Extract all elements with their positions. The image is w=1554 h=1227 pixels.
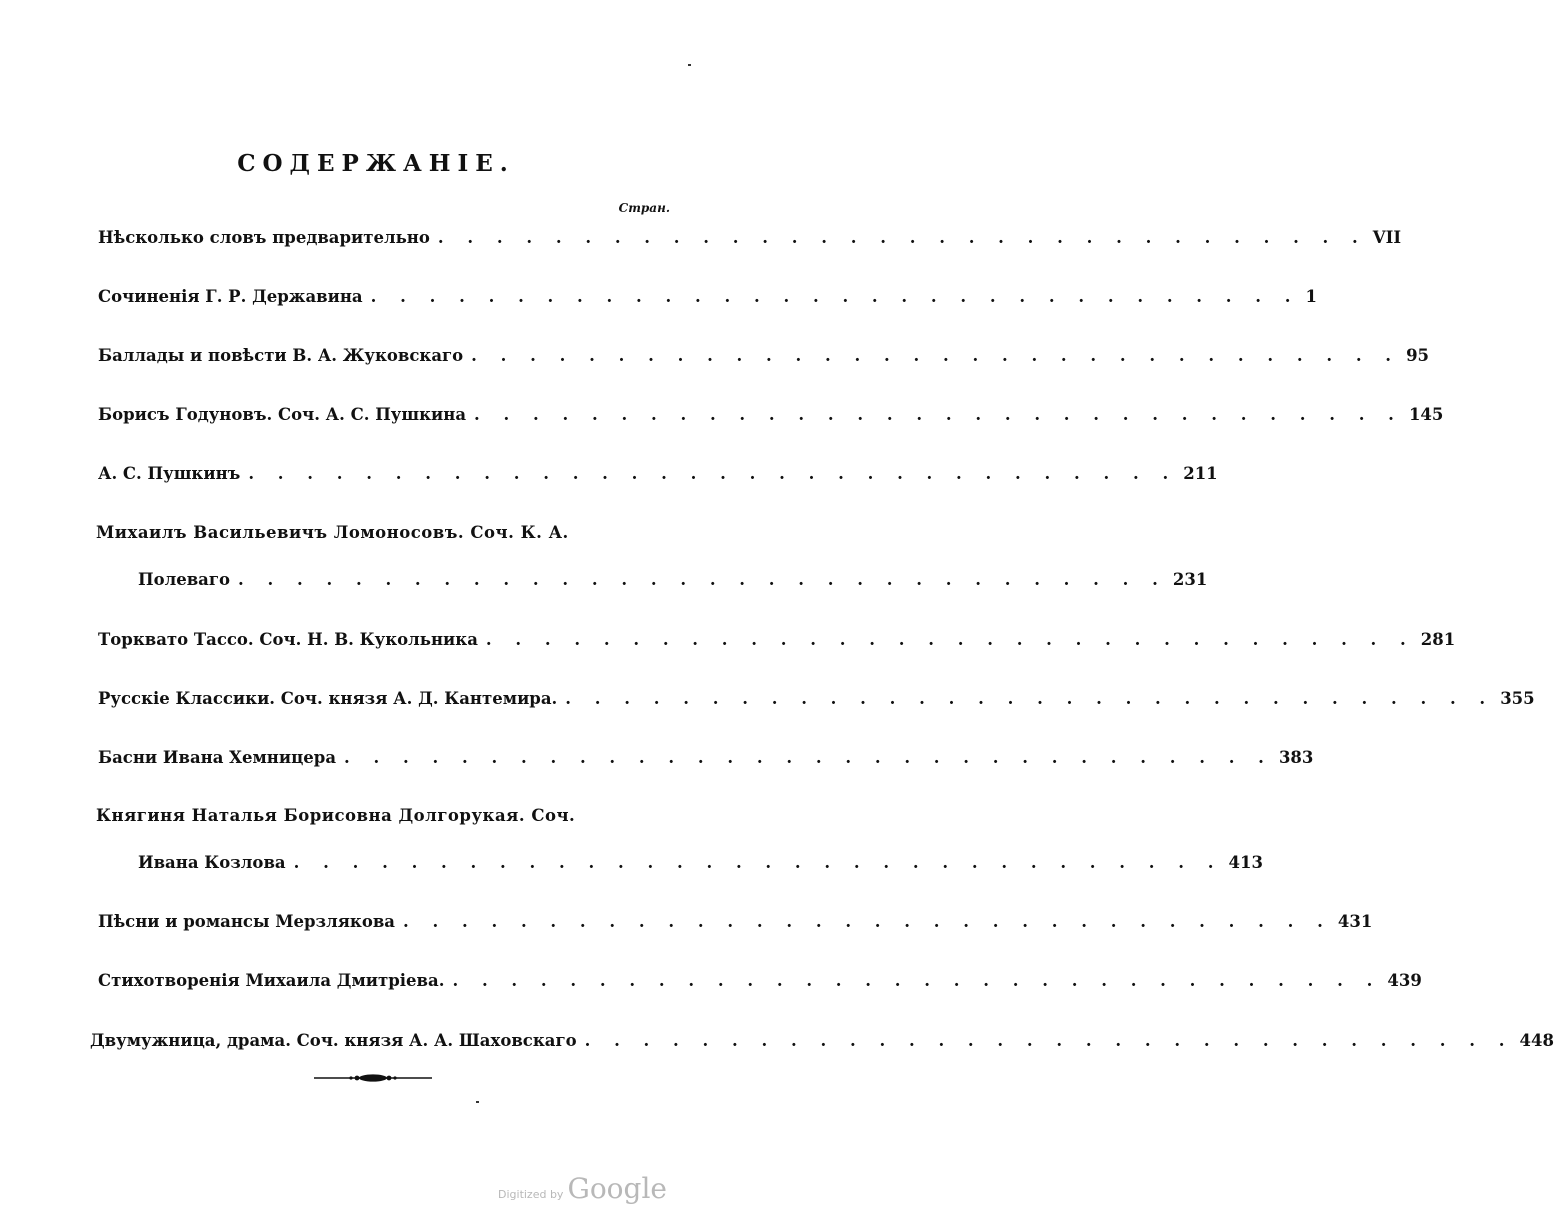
toc-entry[interactable]: [90, 1031, 1554, 1059]
toc-entry-title: Басни Ивана Хемницера: [98, 748, 337, 767]
toc-entry-page: VII: [1372, 228, 1402, 247]
dot-leader: . . . . . . . . . . . . . . . . . . . . . . . . . . . . . . . .: [474, 405, 1403, 424]
scan-speck: [476, 1101, 479, 1103]
toc-entry-title: А. С. Пушкинъ: [98, 464, 241, 483]
toc-entry[interactable]: [98, 748, 1314, 776]
dot-leader: . . . . . . . . . . . . . . . . . . . . . . . . . . . . . . . .: [344, 748, 1273, 767]
toc-entry-title: Стихотворенія Михаила Дмитріева.: [98, 971, 445, 990]
toc-entry-page: 1: [1305, 287, 1318, 306]
dot-leader: . . . . . . . . . . . . . . . . . . . . . . . . . . . . . . . .: [402, 912, 1332, 931]
toc-entry-title: Баллады и повѣсти В. А. Жуковскаго: [98, 346, 464, 365]
toc-entry-page: 448: [1519, 1031, 1554, 1050]
dot-leader: . . . . . . . . . . . . . . . . . . . . . . . . . . . . . . . .: [584, 1031, 1514, 1050]
toc-entry-title: Пѣсни и романсы Мерзлякова: [98, 912, 395, 931]
dot-leader: . . . . . . . . . . . . . . . . . . . . . . . . . . . . . . . .: [452, 971, 1382, 990]
toc-entry-page: 383: [1278, 748, 1314, 767]
digitized-watermark: [498, 1172, 667, 1206]
toc-entry[interactable]: [98, 228, 1402, 256]
toc-entry-title: Ивана Козлова: [138, 853, 286, 872]
toc-entry-title: Торквато Тассо. Соч. Н. В. Кукольника: [98, 630, 478, 649]
ornament-divider-icon: [314, 1072, 432, 1084]
toc-entry-title: Борисъ Годуновъ. Соч. А. С. Пушкина: [98, 405, 467, 424]
toc-entry-title: Нѣсколько словъ предварительно: [98, 228, 430, 247]
dot-leader: . . . . . . . . . . . . . . . . . . . . . . . . . . . . . . . .: [485, 630, 1415, 649]
dot-leader: . . . . . . . . . . . . . . . . . . . . . . . . . . . . . . . .: [238, 570, 1167, 589]
watermark-prefix: Digitized by: [498, 1188, 564, 1201]
toc-entry-page: 431: [1337, 912, 1373, 931]
toc-entry[interactable]: [138, 570, 1208, 598]
dot-leader: . . . . . . . . . . . . . . . . . . . . . . . . . . . . . . . .: [370, 287, 1300, 306]
scan-speck: [688, 64, 691, 66]
toc-entry-page: 95: [1406, 346, 1430, 365]
toc-entry[interactable]: [98, 405, 1444, 433]
toc-entry[interactable]: [98, 287, 1318, 315]
toc-entry-page: 211: [1183, 464, 1218, 483]
dot-leader: . . . . . . . . . . . . . . . . . . . . . . . . . . . . . . . .: [248, 464, 1178, 483]
toc-entry[interactable]: [98, 464, 1218, 492]
toc-entry-page: 231: [1172, 570, 1208, 589]
toc-entry-page: 281: [1420, 630, 1456, 649]
toc-entry-title: Русскіе Классики. Соч. князя А. Д. Кантемира.: [98, 689, 558, 708]
page-column-label: Стран.: [618, 201, 670, 215]
toc-entry-title-line1[interactable]: Михаилъ Васильевичъ Ломоносовъ. Соч. К. А.: [96, 523, 569, 542]
toc-entry-page: 413: [1228, 853, 1263, 872]
watermark-brand: Google: [567, 1172, 667, 1205]
dot-leader: . . . . . . . . . . . . . . . . . . . . . . . . . . . . . . . .: [437, 228, 1367, 247]
toc-entry-title: Двумужница, драма. Соч. князя А. А. Шаховскаго: [90, 1031, 577, 1050]
dot-leader: . . . . . . . . . . . . . . . . . . . . . . . . . . . . . . . .: [293, 853, 1223, 872]
toc-entry[interactable]: [98, 912, 1373, 940]
toc-entry-page: 145: [1408, 405, 1444, 424]
toc-entry[interactable]: [98, 971, 1422, 999]
toc-entry-title-line1[interactable]: Княгиня Наталья Борисовна Долгорукая. Соч.: [96, 806, 576, 825]
toc-entry-title: Полеваго: [138, 570, 230, 589]
dot-leader: . . . . . . . . . . . . . . . . . . . . . . . . . . . . . . . .: [565, 689, 1495, 708]
toc-entry[interactable]: [98, 346, 1430, 374]
toc-entry[interactable]: [98, 630, 1456, 658]
dot-leader: . . . . . . . . . . . . . . . . . . . . . . . . . . . . . . . .: [471, 346, 1401, 365]
toc-entry-page: 355: [1500, 689, 1535, 708]
toc-entry-page: 439: [1387, 971, 1422, 990]
page-title: СОДЕРЖАНІЕ.: [237, 150, 515, 177]
toc-entry-title: Сочиненія Г. Р. Державина: [98, 287, 363, 306]
toc-entry[interactable]: [98, 689, 1535, 717]
toc-entry[interactable]: [138, 853, 1263, 881]
